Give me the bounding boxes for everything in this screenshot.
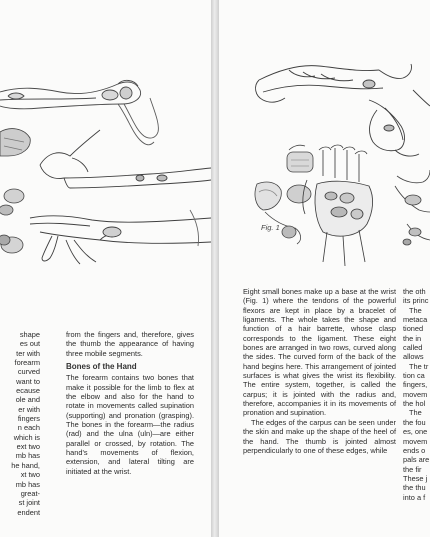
left-col2-paragraph-1: from the fingers and, therefore, gives the thumb the appearance of having three mobile segments. [66,330,194,358]
right-col2-line: the oth [403,287,426,296]
left-col1-line: n each [17,423,40,433]
left-col1-line: endent [17,507,40,517]
left-col1-line: xt two [20,470,40,480]
book-gutter [211,0,219,537]
left-col1-line: ter with [16,348,40,358]
left-col1-line: fingers [17,414,40,424]
right-column-1 [243,287,396,455]
right-col1-paragraph-2: The edges of the carpus can be seen under the skin and make up the shape of the heel of the hand. The thumb is jointed almost perpendicularly to one of these edges, while [243,417,396,455]
right-col2-line: movem [403,436,428,446]
left-column-2 [66,330,194,476]
right-col2-line: The [409,305,422,315]
right-col2-line: es, one [403,427,428,437]
left-col1-line: mb has [15,451,40,461]
left-col1-line: forearm [14,358,40,368]
left-col1-line: mb has [15,479,40,489]
left-col1-line: he hand, [11,460,40,470]
left-col1-line: er with [18,404,40,414]
right-col1-paragraph-1: Eight small bones make up a base at the wrist (Fig. 1) where the tendons of the powerful flexors are kept in place by a bracelet of ligaments. The whole takes the shape and function of a hair barrette, whose clasp corresponds to the ligament. These eight bones are arranged in two rows, curved along the sides. The curved form of the back of the hand begins here. This arrangement of jointed surfaces is what gives the wrist its flexibility. The entire system, together, is called the carpus; it is jointed with the radius and, therefore, accompanies it in its movements of pronation and supination. [243,287,396,418]
left-col1-line: ole and [15,395,40,405]
left-col1-line: which is [13,432,40,442]
figure-label: Fig. 1 [261,223,280,232]
left-col1-line: ext two [16,442,40,452]
left-col2-paragraph-2: The forearm contains two bones that make it possible for the limb to flex at the elbow and also for the hand to rotate in movements called supination (supporting) and pronation (grasping). The bones in the forearm—the radius (rad) and the ulna (uln)—are either parallel or crossed, by rotation. The hand's movements of flexion, extension, and lateral tilting are initiated at the wrist. [66,373,194,476]
right-col2-line: its princ [403,296,429,306]
right-col2-line: the in [403,333,422,343]
left-col1-line: es out [19,339,40,349]
right-col2-line: the hol [403,399,426,409]
right-col2-line: The [409,408,422,418]
left-column-1 [0,330,40,517]
right-col2-line: ends o [403,445,426,455]
right-col2-line: tion ca [403,371,425,381]
right-col2-line: called [403,343,423,353]
right-column-2 [403,287,430,502]
right-col2-line: metaca [403,315,428,325]
left-col1-line: shape [19,330,40,339]
right-col2-line: allows [403,352,424,362]
left-col1-line: want to [16,376,40,386]
left-col1-line: st joint [18,498,40,508]
right-col2-line: the fou [403,417,426,427]
right-col2-line: into a f [403,492,426,502]
right-col2-line: fingers, [403,380,428,390]
left-col1-line: great- [20,488,40,498]
hand-bone-illustration [219,0,430,280]
right-col2-line: movem [403,389,428,399]
left-col1-line: ecause [16,386,40,396]
right-col2-line: pals are [403,455,430,465]
right-col2-line: These j [403,473,428,483]
left-col1-line: curved [17,367,40,377]
right-col2-line: The tr [409,361,429,371]
right-col2-line: the thu [403,483,426,493]
left-page [0,0,211,537]
right-col2-line: the fir [403,464,422,474]
forearm-bone-illustration [0,0,211,300]
right-page [219,0,430,537]
section-heading: Bones of the Hand [66,362,137,372]
right-col2-line: tioned [403,324,424,334]
